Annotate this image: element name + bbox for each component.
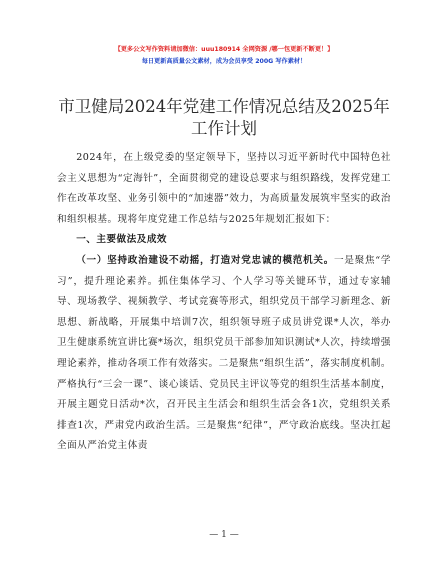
subsection-heading: （一）坚持政治建设不动摇，打造对党忠诚的模范机关。 — [76, 254, 335, 266]
section-heading: 一、主要做法及成效 — [76, 234, 168, 246]
subsection-text: 一是聚焦“学习”，提升理论素养。抓住集体学习、个人学习等关键环节，通过专家辅导、现场教学、视频教学、考试竞赛等形式，组织党员干部学习新理念、新思想、新战略，开展集中培训7次，组织领导班子成员讲党课*人次，举办卫生健康系统宣讲比赛*场次，组织党员干部参加知识测试*人次，持续增强理论素养，推动各项工作有效落实。二是聚焦“组织生活”，落实制度机制。严格执行“三会一课”、谈心谈话、党员民主评议等党的组织生活基本制度，开展主题党日活动*次，召开民主生活会和组织生活会各1次，党组织关系排查1次，严肃党内政治生活。三是聚焦“纪律”，严守政治底线。坚决扛起全面从严治党主体责 — [57, 254, 392, 452]
promo-banner-line1: 【更多公文写作资料请加微信：uuu180914 全网资源 /哪一包更新不断更！】 — [114, 46, 334, 53]
subsection-paragraph — [57, 251, 391, 457]
page-number: — 1 — — [209, 530, 239, 540]
document-body — [57, 148, 391, 457]
intro-paragraph: 2024年，在上级党委的坚定领导下，坚持以习近平新时代中国特色社会主义思想为“定海针”，全面贯彻党的建设总要求与组织路线，发挥党建工作在改革攻坚、业务引领中的“加速器”效力，为高质量发展筑牢坚实的政治和组织根基。现将年度党建工作总结与2025年规划汇报如下： — [57, 152, 391, 225]
promo-banner-line2: 每日更新高质量公文素材，成为会员享受 200G 写作素材！ — [141, 58, 307, 65]
document-title: 市卫健局2024年党建工作情况总结及2025年工作计划 — [58, 97, 390, 138]
